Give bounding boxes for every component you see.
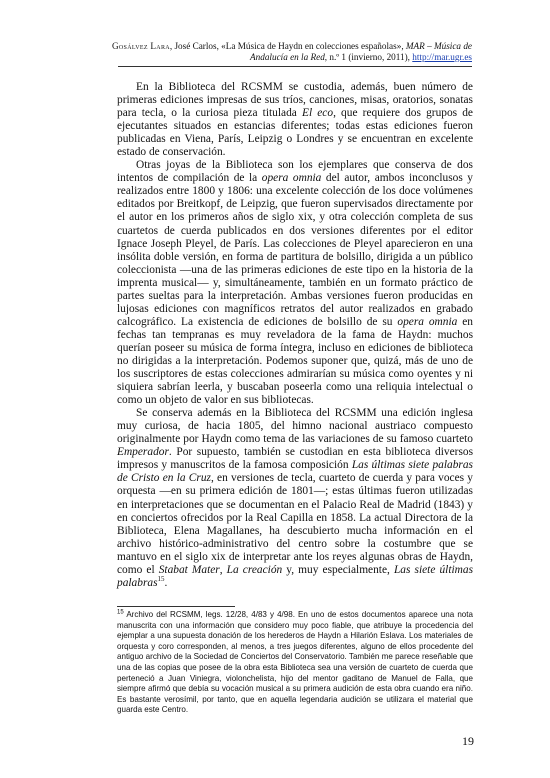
paragraph-1 (117, 81, 473, 159)
paragraph-3-text-3: , en versiones de tecla, cuarteto de cuerda y para voces y orquesta —en su primera edición de 1801—; estas últimas fueron utilizadas en interpretaciones que se documentan en el Palacio Real de Madrid (1843) y en conciertos ofrecidos por la Real Capilla en 1858. La actual Directora de la Biblioteca, Elena Magallanes, ha descubierto mucha información en el archivo histórico-administrativo del centro sobre la costumbre que se mantuvo en el siglo xix de interpretar ante los reyes algunas obras de Haydn, como el (117, 472, 474, 576)
header-author-given: , José Carlos, « (169, 41, 226, 51)
paragraph-3-text-2: . Por supuesto, también se custodian en esta biblioteca diversos impresos y manuscritos de la famosa composición (117, 446, 473, 472)
paragraph-2-text-2: del autor, ambos inconclusos y realizados entre 1800 y 1806: una excelente colección de los doce volúmenes editados por Breitkopf, de Leipzig, que fueron supervisados directamente por el autor en los primeros años de siglo xix, y otra colección completa de sus cuartetos de cuerda publicados en dos versiones diferentes por el editor Ignace Joseph Pleyel, de París. Las colecciones de Pleyel aparecieron en una insólita doble versión, en forma de partitura de bolsillo, dirigida a un público coleccionista —una de las primeras ediciones de este tipo en la historia de la imprenta musical— y, simultáneamente, también en un formato práctico de partes sueltas para la interpretación. Ambas versiones fueron producidas en lujosas ediciones con magníficos retratos del autor realizados en grabado calcográfico. La existencia de ediciones de bolsillo de su (117, 172, 473, 328)
paragraph-3-italic-1: Emperador (117, 446, 169, 459)
footnote-text: Archivo del RCSMM, legs. 12/28, 4/83 y 4/98. En uno de estos documentos aparece una nota manuscrita con una información que considero muy poco fiable, que atribuye la procedencia del ejemplar a una supuesta donación de los herederos de Haydn a Hilarión Eslava. Los materiales de orquesta y coro corresponden, al menos, a tres juegos diferentes, alguno de ellos procedente del antiguo archivo de la Sociedad de Conciertos del Conservatorio. También me parece reseñable que una de las copias que posee de la obra esta Biblioteca sea una versión de cuarteto de cuerda que perteneció a Juan Viniegra, violonchelista, hijo del mentor gaditano de Manuel de Falla, que siempre afirmó que debía su vocación musical a su primera audición de esta obra cuando era niño. Es bastante verosímil, por tanto, que en aquella legendaria audición se utilizara el material que guarda este Centro. (117, 610, 473, 715)
footnote-15 (117, 610, 473, 716)
paragraph-1-text-2: , que requiere dos grupos de ejecutantes situados en estancias diferentes; todas estas ediciones fueron publicadas en Viena, París, Leipzig o Londres y se encuentran en excelente estado de conservación. (117, 107, 473, 159)
paragraph-3-italic-3: Stabat Mater (158, 563, 220, 576)
paragraph-3-text-1: Se conserva además en la Biblioteca del RCSMM una edición inglesa muy curiosa, de hacia 1805, del himno nacional austriaco compuesto originalmente por Haydn como tema de las variaciones de su famoso cuarteto (117, 407, 473, 446)
paragraph-3-italic-2: Las últimas siete palabras de Cristo en la Cruz (117, 459, 473, 485)
paragraph-1-text: En la Biblioteca del RCSMM se custodia, además, buen número de primeras ediciones impresas de sus tríos, canciones, misas, oratorios, sonatas para tecla, o la curiosa pieza titulada (117, 81, 473, 120)
running-header (100, 41, 472, 63)
footnote-reference[interactable]: 15 (157, 574, 165, 583)
paragraph-3-text-4: , (219, 563, 227, 576)
header-rule (118, 66, 472, 67)
paragraph-3 (117, 407, 473, 590)
body-text (117, 81, 473, 590)
page-number: 19 (462, 734, 474, 748)
footnote-rule (117, 606, 235, 607)
header-journal: MAR – Música de Andalucía en la Red (250, 41, 472, 62)
footnote (117, 610, 473, 716)
header-issue: , n.º 1 (invierno, 2011), (324, 52, 413, 62)
paragraph-3-text-5: y, muy especialmente, (282, 563, 394, 576)
paragraph-2-italic-1: opera omnia (261, 172, 322, 185)
paragraph-2-text-3: en fechas tan tempranas es muy reveladora de la fama de Haydn: muchos querían poseer su música de forma íntegra, incluso en ediciones de biblioteca no dirigidas a la interpretación. Podemos suponer que, quizá, más de uno de los suscriptores de estas colecciones admirarían su música como oyentes y ni siquiera sabrían leerla, y buscaban poseerla como una reliquia intelectual o como un objeto de valor en sus bibliotecas. (117, 315, 473, 407)
footnote-number: 15 (117, 609, 124, 616)
header-separator: », (396, 41, 406, 51)
paragraph-2-text-1: Otras joyas de la Biblioteca son los ejemplares que conserva de dos intentos de compilación de la (117, 159, 473, 185)
paragraph-3-italic-4: La creación (226, 563, 283, 576)
header-article-title: La Música de Haydn en colecciones españolas (225, 41, 397, 51)
header-author-surname: Gosálvez Lara (111, 41, 170, 51)
paragraph-2-italic-2: opera omnia (397, 315, 458, 328)
paragraph-2 (117, 159, 473, 407)
paragraph-3-text-6: . (164, 576, 168, 589)
header-url-link[interactable]: http://mar.ugr.es (412, 52, 472, 62)
paragraph-3-italic-5: Las siete últimas palabras (117, 563, 474, 589)
paragraph-1-italic: El eco (301, 107, 334, 120)
